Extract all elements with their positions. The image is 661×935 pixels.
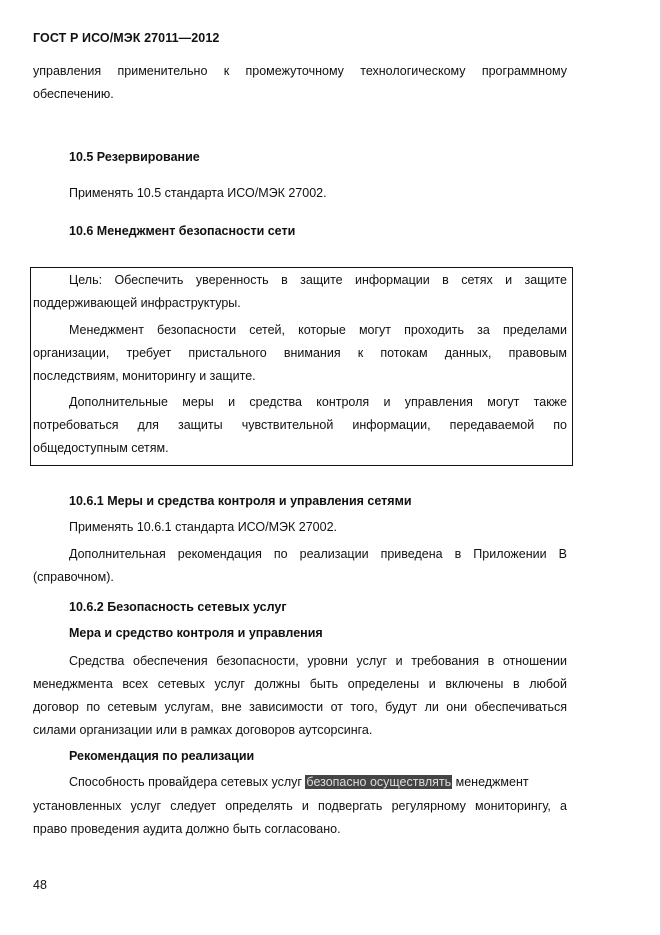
- section-10-6-heading: 10.6 Менеджмент безопасности сети: [69, 224, 296, 238]
- control-p1-line3: договор по сетевым услугам, вне зависимости от того, будут ли они обеспечиваться: [33, 700, 567, 714]
- impl-p-line1: [69, 771, 567, 794]
- control-p1-line4: силами организации или в рамках договоров аутсорсинга.: [33, 723, 373, 737]
- implementation-subheading: Рекомендация по реализации: [69, 749, 255, 763]
- highlighted-text: безопасно осуществлять: [306, 775, 452, 789]
- impl-p-line1-end: менеджмент: [455, 775, 529, 789]
- box-p3-line2: потребоваться для защиты чувствительной информации, передаваемой по: [33, 418, 567, 432]
- document-header: ГОСТ Р ИСО/МЭК 27011—2012: [33, 31, 220, 45]
- impl-p-line3: право проведения аудита должно быть согласовано.: [33, 822, 341, 836]
- section-10-5-text: Применять 10.5 стандарта ИСО/МЭК 27002.: [69, 186, 327, 200]
- box-p1-line2: поддерживающей инфраструктуры.: [33, 296, 241, 310]
- section-10-6-1-heading: 10.6.1 Меры и средства контроля и управления сетями: [69, 494, 412, 508]
- box-p3-line3: общедоступным сетям.: [33, 441, 169, 455]
- page-number: 48: [33, 878, 47, 892]
- intro-line-2: обеспечению.: [33, 87, 114, 101]
- section-10-6-1-text1: Применять 10.6.1 стандарта ИСО/МЭК 27002.: [69, 520, 338, 534]
- section-10-6-1-text2-line2: (справочном).: [33, 570, 114, 584]
- box-p2-line3: последствиям, мониторингу и защите.: [33, 369, 256, 383]
- box-p2-line1: Менеджмент безопасности сетей, которые могут проходить за пределами: [69, 323, 567, 337]
- control-p1-line2: менеджмента всех сетевых услуг должны быть определены и включены в любой: [33, 677, 567, 691]
- section-10-5-heading: 10.5 Резервирование: [69, 150, 200, 164]
- box-p3-line1: Дополнительные меры и средства контроля и управления могут также: [69, 395, 567, 409]
- box-p1-line1: Цель: Обеспечить уверенность в защите информации в сетях и защите: [69, 273, 567, 287]
- control-subheading: Мера и средство контроля и управления: [69, 626, 323, 640]
- impl-p-line1-start: Способность провайдера сетевых услуг: [69, 775, 302, 789]
- section-10-6-1-text2-line1: Дополнительная рекомендация по реализации приведена в Приложении В: [69, 547, 567, 561]
- control-p1-line1: Средства обеспечения безопасности, уровни услуг и требования в отношении: [69, 654, 567, 668]
- box-p2-line2: организации, требует пристального внимания к потокам данных, правовым: [33, 346, 567, 360]
- intro-line-1: управления применительно к промежуточному технологическому программному: [33, 64, 567, 78]
- impl-p-line2: установленных услуг следует определять и подвергать регулярному мониторингу, а: [33, 799, 567, 813]
- section-10-6-2-heading: 10.6.2 Безопасность сетевых услуг: [69, 600, 287, 614]
